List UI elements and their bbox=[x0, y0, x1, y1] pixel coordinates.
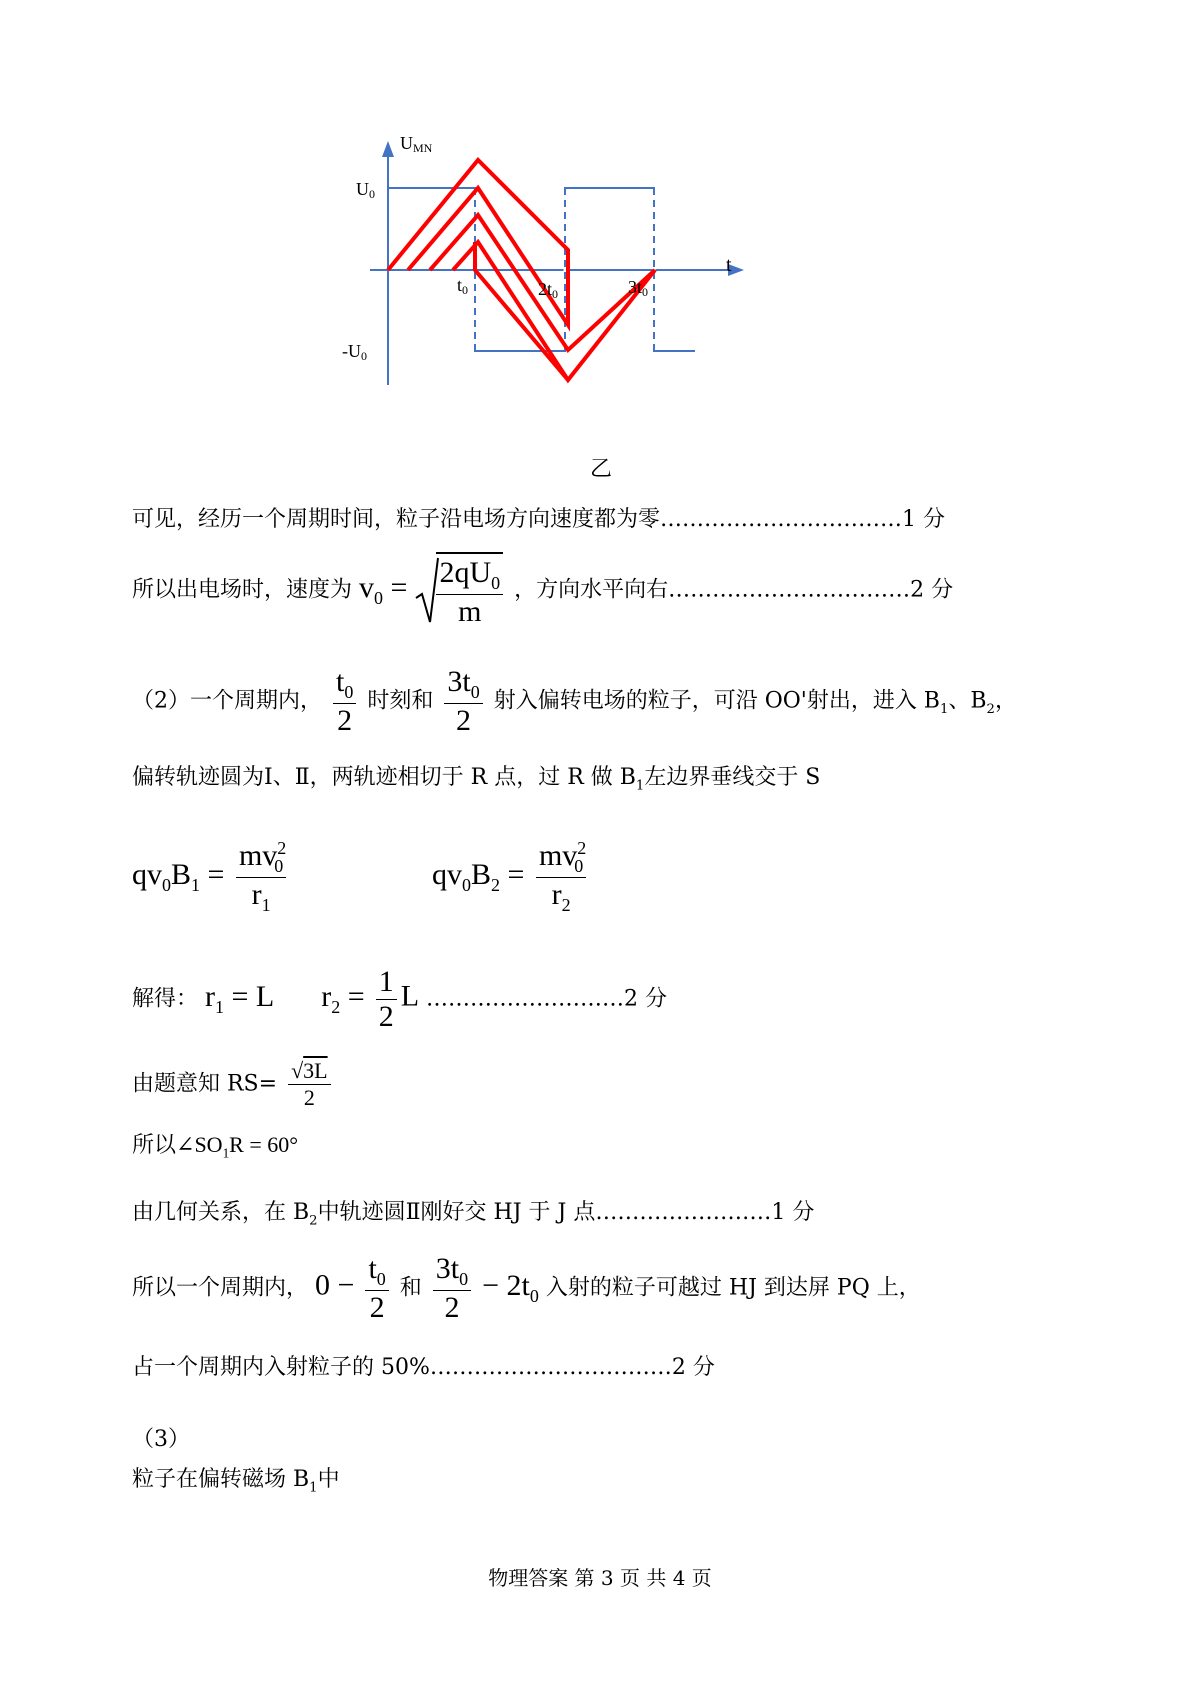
paragraph-velocity-zero: 可见，经历一个周期时间，粒子沿电场方向速度都为零……………………………1 分 bbox=[132, 507, 946, 532]
part3-label: （3） bbox=[132, 1427, 190, 1452]
paragraph-percentage: 占一个周期内入射粒子的 50%……………………………2 分 bbox=[132, 1355, 715, 1380]
equation-r2: $qv_0B_2$ = $\frac{mv^2_0}{r_2}$ bbox=[432, 838, 587, 915]
equation-r1: $qv_0B_1$ = $\frac{mv^2_0}{r_1}$ bbox=[132, 838, 287, 915]
paragraph-geometry: 由几何关系，在 $B_2$中轨迹圆Ⅱ刚好交 HJ 于 J 点……………………1 分 bbox=[132, 1200, 815, 1229]
figure-caption: 乙 bbox=[590, 457, 613, 482]
svg-text:UMN bbox=[400, 133, 433, 155]
t0-label: t bbox=[457, 275, 463, 295]
paragraph-trajectory-circles: 偏转轨迹圆为Ⅰ、Ⅱ，两轨迹相切于 R 点，过 R 做 $B_1$左边界垂线交于 S bbox=[132, 765, 821, 794]
svg-text:3t0: 3t0 bbox=[628, 277, 649, 299]
paragraph-part3-start: 粒子在偏转磁场 $B_1$中 bbox=[132, 1467, 340, 1496]
paragraph-part2-intro: （2）一个周期内， $\frac{t_0}{2}$ 时刻和 $\frac{3t_0}{2}$ 射入偏转电场的粒子，可沿 OO'射出，进入 $B_1$、$B_2$， bbox=[132, 665, 1017, 737]
x-axis-label: t bbox=[726, 254, 732, 276]
y-axis-label-sub: MN bbox=[413, 141, 433, 155]
3t0-label: 3t bbox=[628, 277, 643, 297]
paragraph-rs-length: 由题意知 RS= $\frac{√3L}{2}$ bbox=[132, 1058, 335, 1111]
u0-label: U bbox=[356, 179, 369, 199]
voltage-time-graph bbox=[342, 133, 760, 435]
y-axis-label: U bbox=[400, 133, 413, 153]
paragraph-angle: 所以$\angle SO_1R = 60^\circ$ bbox=[132, 1132, 299, 1161]
trajectory-4 bbox=[453, 242, 655, 380]
svg-text:-U0: -U0 bbox=[342, 341, 367, 363]
paragraph-exit-velocity: 所以出电场时，速度为 $v_0$ = $\frac{2qU_0}{m}$ ，方向水平向右……………………………2 分 bbox=[132, 552, 953, 629]
y-axis-arrow bbox=[382, 141, 394, 157]
2t0-label: 2t bbox=[538, 279, 553, 299]
svg-text:t0: t0 bbox=[457, 275, 469, 297]
paragraph-solution: 解得： $r_1 = L$ $r_2$ = $\frac{1}{2}$ L ………………………2 分 bbox=[132, 965, 668, 1033]
neg-u0-label: -U bbox=[342, 341, 361, 361]
paragraph-period-range: 所以一个周期内， 0 − $\frac{t_0}{2}$ 和 $\frac{3t_0}{2}$ − $2t_0$ 入射的粒子可越过 HJ 到达屏 PQ 上， bbox=[132, 1252, 921, 1324]
page-footer: 物理答案 第 3 页 共 4 页 bbox=[488, 1566, 712, 1590]
sqrt-expression: $\frac{2qU_0}{m}$ bbox=[414, 552, 507, 629]
svg-text:U0: U0 bbox=[356, 179, 375, 201]
svg-text:2t0: 2t0 bbox=[538, 279, 559, 301]
